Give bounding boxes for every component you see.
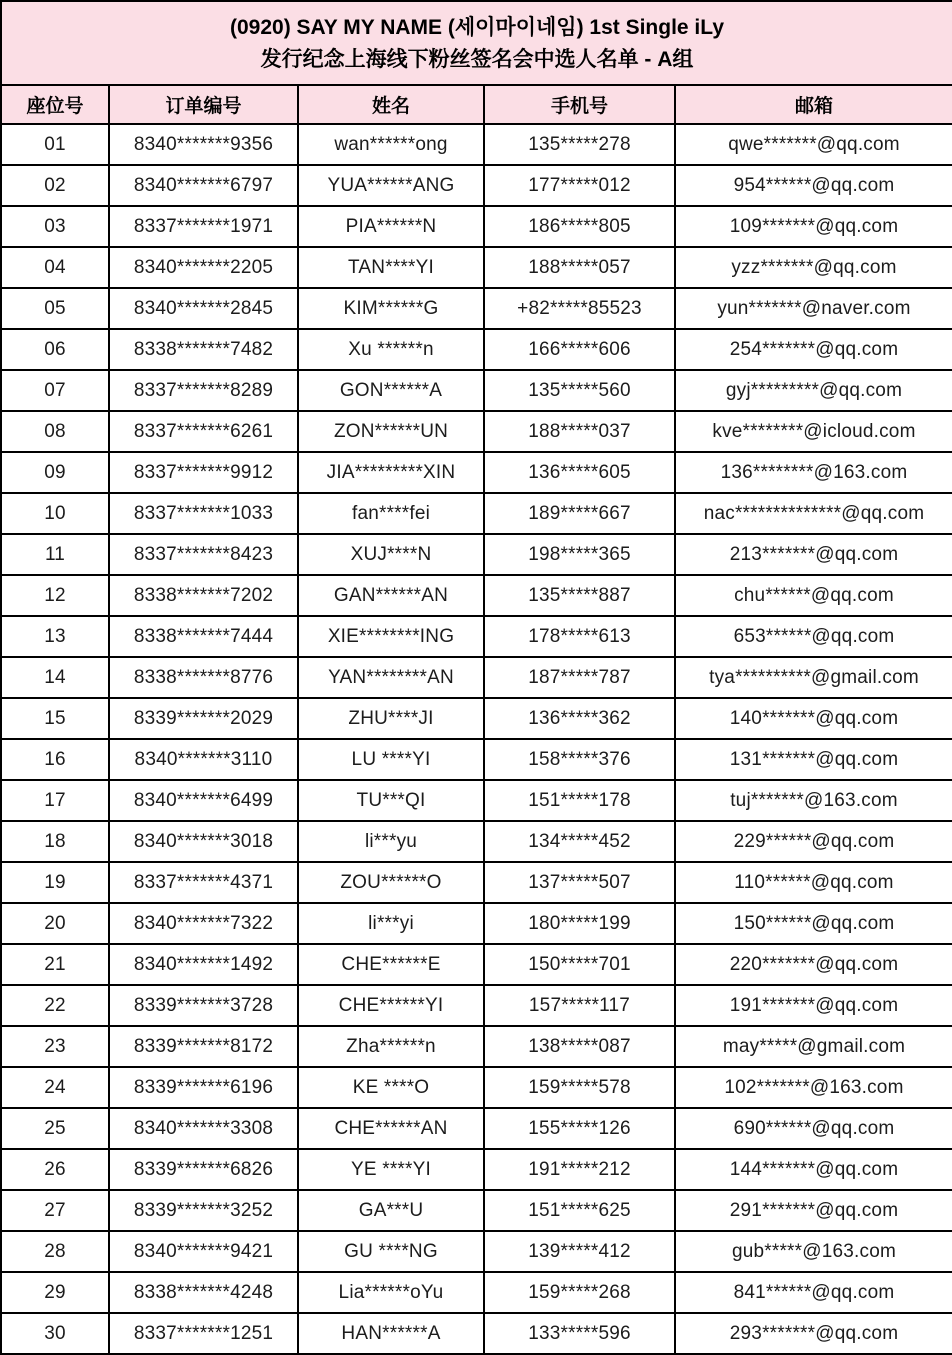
seat-cell: 13 bbox=[1, 616, 109, 657]
name-cell: GON******A bbox=[298, 370, 484, 411]
email-cell: yzz*******@qq.com bbox=[675, 247, 952, 288]
phone-cell: 189*****667 bbox=[484, 493, 675, 534]
phone-cell: 159*****268 bbox=[484, 1272, 675, 1313]
table-row bbox=[1, 903, 952, 944]
phone-cell: 138*****087 bbox=[484, 1026, 675, 1067]
email-cell: 102*******@163.com bbox=[675, 1067, 952, 1108]
table-row bbox=[1, 452, 952, 493]
email-cell: 690******@qq.com bbox=[675, 1108, 952, 1149]
table-row bbox=[1, 1067, 952, 1108]
phone-cell: 150*****701 bbox=[484, 944, 675, 985]
email-cell: 110******@qq.com bbox=[675, 862, 952, 903]
name-cell: CHE******YI bbox=[298, 985, 484, 1026]
table-row bbox=[1, 1231, 952, 1272]
phone-cell: 159*****578 bbox=[484, 1067, 675, 1108]
seat-cell: 11 bbox=[1, 534, 109, 575]
name-cell: wan******ong bbox=[298, 124, 484, 165]
order-cell: 8340*******9421 bbox=[109, 1231, 298, 1272]
email-cell: yun*******@naver.com bbox=[675, 288, 952, 329]
email-cell: 291*******@qq.com bbox=[675, 1190, 952, 1231]
name-cell: KIM******G bbox=[298, 288, 484, 329]
phone-cell: 178*****613 bbox=[484, 616, 675, 657]
name-cell: GA***U bbox=[298, 1190, 484, 1231]
seat-cell: 20 bbox=[1, 903, 109, 944]
email-cell: kve********@icloud.com bbox=[675, 411, 952, 452]
phone-cell: 136*****605 bbox=[484, 452, 675, 493]
email-cell: 140*******@qq.com bbox=[675, 698, 952, 739]
email-cell: gub*****@163.com bbox=[675, 1231, 952, 1272]
table-row bbox=[1, 1190, 952, 1231]
column-header-seat: 座位号 bbox=[1, 85, 109, 124]
email-cell: 191*******@qq.com bbox=[675, 985, 952, 1026]
order-cell: 8337*******6261 bbox=[109, 411, 298, 452]
phone-cell: 134*****452 bbox=[484, 821, 675, 862]
email-cell: 229******@qq.com bbox=[675, 821, 952, 862]
title-line-2: 发行纪念上海线下粉丝签名会中选人名单 - A组 bbox=[260, 47, 694, 71]
table-row bbox=[1, 821, 952, 862]
order-cell: 8339*******3728 bbox=[109, 985, 298, 1026]
phone-cell: 135*****560 bbox=[484, 370, 675, 411]
order-cell: 8340*******6499 bbox=[109, 780, 298, 821]
table-row bbox=[1, 1026, 952, 1067]
table-row bbox=[1, 1108, 952, 1149]
order-cell: 8337*******8289 bbox=[109, 370, 298, 411]
phone-cell: 198*****365 bbox=[484, 534, 675, 575]
phone-cell: 133*****596 bbox=[484, 1313, 675, 1354]
phone-cell: 135*****887 bbox=[484, 575, 675, 616]
phone-cell: 187*****787 bbox=[484, 657, 675, 698]
name-cell: ZON******UN bbox=[298, 411, 484, 452]
name-cell: ZOU******O bbox=[298, 862, 484, 903]
order-cell: 8340*******3110 bbox=[109, 739, 298, 780]
order-cell: 8337*******1033 bbox=[109, 493, 298, 534]
table-row bbox=[1, 288, 952, 329]
phone-cell: 166*****606 bbox=[484, 329, 675, 370]
phone-cell: 180*****199 bbox=[484, 903, 675, 944]
page-title bbox=[1, 1, 952, 85]
table-row bbox=[1, 862, 952, 903]
email-cell: 841******@qq.com bbox=[675, 1272, 952, 1313]
column-header-row bbox=[1, 85, 952, 124]
table-row bbox=[1, 329, 952, 370]
order-cell: 8338*******8776 bbox=[109, 657, 298, 698]
order-cell: 8340*******3018 bbox=[109, 821, 298, 862]
phone-cell: +82*****85523 bbox=[484, 288, 675, 329]
email-cell: nac**************@qq.com bbox=[675, 493, 952, 534]
order-cell: 8340*******2205 bbox=[109, 247, 298, 288]
phone-cell: 158*****376 bbox=[484, 739, 675, 780]
table-row bbox=[1, 575, 952, 616]
email-cell: 109*******@qq.com bbox=[675, 206, 952, 247]
order-cell: 8337*******8423 bbox=[109, 534, 298, 575]
order-cell: 8338*******7202 bbox=[109, 575, 298, 616]
email-cell: tya**********@gmail.com bbox=[675, 657, 952, 698]
table-row bbox=[1, 124, 952, 165]
phone-cell: 136*****362 bbox=[484, 698, 675, 739]
seat-cell: 10 bbox=[1, 493, 109, 534]
email-cell: 293*******@qq.com bbox=[675, 1313, 952, 1354]
email-cell: tuj*******@163.com bbox=[675, 780, 952, 821]
email-cell: 954******@qq.com bbox=[675, 165, 952, 206]
table-row bbox=[1, 411, 952, 452]
name-cell: HAN******A bbox=[298, 1313, 484, 1354]
phone-cell: 137*****507 bbox=[484, 862, 675, 903]
table-body bbox=[1, 124, 952, 1354]
name-cell: XIE********ING bbox=[298, 616, 484, 657]
seat-cell: 12 bbox=[1, 575, 109, 616]
name-cell: li***yi bbox=[298, 903, 484, 944]
table-row bbox=[1, 370, 952, 411]
table-row bbox=[1, 616, 952, 657]
seat-cell: 16 bbox=[1, 739, 109, 780]
email-cell: gyj*********@qq.com bbox=[675, 370, 952, 411]
email-cell: chu******@qq.com bbox=[675, 575, 952, 616]
table-row bbox=[1, 780, 952, 821]
name-cell: GU ****NG bbox=[298, 1231, 484, 1272]
table-row bbox=[1, 944, 952, 985]
email-cell: 136********@163.com bbox=[675, 452, 952, 493]
email-cell: qwe*******@qq.com bbox=[675, 124, 952, 165]
phone-cell: 157*****117 bbox=[484, 985, 675, 1026]
name-cell: TU***QI bbox=[298, 780, 484, 821]
seat-cell: 19 bbox=[1, 862, 109, 903]
name-cell: LU ****YI bbox=[298, 739, 484, 780]
table-row bbox=[1, 657, 952, 698]
seat-cell: 28 bbox=[1, 1231, 109, 1272]
phone-cell: 186*****805 bbox=[484, 206, 675, 247]
order-cell: 8337*******1251 bbox=[109, 1313, 298, 1354]
column-header-phone: 手机号 bbox=[484, 85, 675, 124]
name-cell: ZHU****JI bbox=[298, 698, 484, 739]
email-cell: 150******@qq.com bbox=[675, 903, 952, 944]
table-row bbox=[1, 247, 952, 288]
seat-cell: 30 bbox=[1, 1313, 109, 1354]
name-cell: KE ****O bbox=[298, 1067, 484, 1108]
seat-cell: 21 bbox=[1, 944, 109, 985]
phone-cell: 188*****057 bbox=[484, 247, 675, 288]
name-cell: Lia******oYu bbox=[298, 1272, 484, 1313]
seat-cell: 04 bbox=[1, 247, 109, 288]
seat-cell: 08 bbox=[1, 411, 109, 452]
seat-cell: 02 bbox=[1, 165, 109, 206]
name-cell: Xu ******n bbox=[298, 329, 484, 370]
table-row bbox=[1, 206, 952, 247]
name-cell: JIA*********XIN bbox=[298, 452, 484, 493]
phone-cell: 177*****012 bbox=[484, 165, 675, 206]
email-cell: 254*******@qq.com bbox=[675, 329, 952, 370]
seat-cell: 09 bbox=[1, 452, 109, 493]
table-row bbox=[1, 1313, 952, 1354]
order-cell: 8337*******4371 bbox=[109, 862, 298, 903]
seat-cell: 18 bbox=[1, 821, 109, 862]
seat-cell: 14 bbox=[1, 657, 109, 698]
order-cell: 8339*******6196 bbox=[109, 1067, 298, 1108]
order-cell: 8340*******2845 bbox=[109, 288, 298, 329]
name-cell: TAN****YI bbox=[298, 247, 484, 288]
name-cell: GAN******AN bbox=[298, 575, 484, 616]
seat-cell: 06 bbox=[1, 329, 109, 370]
email-cell: 220*******@qq.com bbox=[675, 944, 952, 985]
column-header-name: 姓名 bbox=[298, 85, 484, 124]
order-cell: 8340*******3308 bbox=[109, 1108, 298, 1149]
order-cell: 8339*******2029 bbox=[109, 698, 298, 739]
title-row bbox=[1, 1, 952, 85]
name-cell: fan****fei bbox=[298, 493, 484, 534]
order-cell: 8340*******7322 bbox=[109, 903, 298, 944]
order-cell: 8340*******9356 bbox=[109, 124, 298, 165]
order-cell: 8338*******7444 bbox=[109, 616, 298, 657]
phone-cell: 139*****412 bbox=[484, 1231, 675, 1272]
seat-cell: 07 bbox=[1, 370, 109, 411]
order-cell: 8340*******1492 bbox=[109, 944, 298, 985]
table-row bbox=[1, 698, 952, 739]
seat-cell: 27 bbox=[1, 1190, 109, 1231]
email-cell: 653******@qq.com bbox=[675, 616, 952, 657]
seat-cell: 05 bbox=[1, 288, 109, 329]
order-cell: 8337*******9912 bbox=[109, 452, 298, 493]
seat-cell: 01 bbox=[1, 124, 109, 165]
phone-cell: 155*****126 bbox=[484, 1108, 675, 1149]
order-cell: 8337*******1971 bbox=[109, 206, 298, 247]
phone-cell: 191*****212 bbox=[484, 1149, 675, 1190]
column-header-email: 邮箱 bbox=[675, 85, 952, 124]
name-cell: YAN********AN bbox=[298, 657, 484, 698]
phone-cell: 151*****625 bbox=[484, 1190, 675, 1231]
title-line-1: (0920) SAY MY NAME (세이마이네임) 1st Single iLy bbox=[230, 16, 724, 40]
name-cell: YUA******ANG bbox=[298, 165, 484, 206]
seat-cell: 15 bbox=[1, 698, 109, 739]
phone-cell: 188*****037 bbox=[484, 411, 675, 452]
name-cell: PIA******N bbox=[298, 206, 484, 247]
seat-cell: 17 bbox=[1, 780, 109, 821]
order-cell: 8338*******7482 bbox=[109, 329, 298, 370]
table-row bbox=[1, 165, 952, 206]
table-row bbox=[1, 493, 952, 534]
table-row bbox=[1, 534, 952, 575]
phone-cell: 151*****178 bbox=[484, 780, 675, 821]
seat-cell: 03 bbox=[1, 206, 109, 247]
email-cell: 144*******@qq.com bbox=[675, 1149, 952, 1190]
seat-cell: 26 bbox=[1, 1149, 109, 1190]
table-row bbox=[1, 739, 952, 780]
seat-cell: 22 bbox=[1, 985, 109, 1026]
name-cell: CHE******E bbox=[298, 944, 484, 985]
seat-cell: 24 bbox=[1, 1067, 109, 1108]
column-header-order: 订单编号 bbox=[109, 85, 298, 124]
name-cell: li***yu bbox=[298, 821, 484, 862]
order-cell: 8339*******8172 bbox=[109, 1026, 298, 1067]
seat-cell: 23 bbox=[1, 1026, 109, 1067]
email-cell: may*****@gmail.com bbox=[675, 1026, 952, 1067]
seat-cell: 29 bbox=[1, 1272, 109, 1313]
email-cell: 213*******@qq.com bbox=[675, 534, 952, 575]
name-cell: CHE******AN bbox=[298, 1108, 484, 1149]
email-cell: 131*******@qq.com bbox=[675, 739, 952, 780]
name-cell: Zha******n bbox=[298, 1026, 484, 1067]
phone-cell: 135*****278 bbox=[484, 124, 675, 165]
order-cell: 8340*******6797 bbox=[109, 165, 298, 206]
order-cell: 8338*******4248 bbox=[109, 1272, 298, 1313]
table-row bbox=[1, 1149, 952, 1190]
order-cell: 8339*******6826 bbox=[109, 1149, 298, 1190]
table-row bbox=[1, 1272, 952, 1313]
table-row bbox=[1, 985, 952, 1026]
name-cell: XUJ****N bbox=[298, 534, 484, 575]
name-cell: YE ****YI bbox=[298, 1149, 484, 1190]
seat-cell: 25 bbox=[1, 1108, 109, 1149]
order-cell: 8339*******3252 bbox=[109, 1190, 298, 1231]
